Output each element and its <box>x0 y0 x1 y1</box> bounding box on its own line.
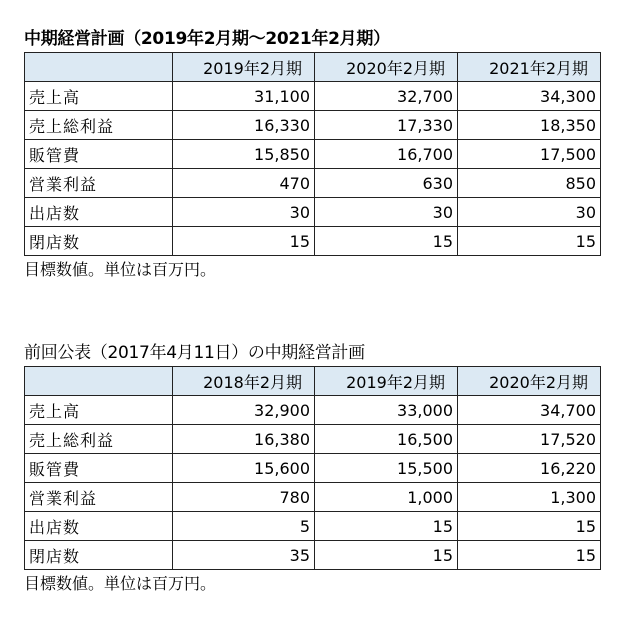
cell-value: 15 <box>458 227 601 256</box>
table-row <box>25 111 601 140</box>
cell-value: 17,520 <box>458 425 601 454</box>
row-label: 営業利益 <box>25 483 173 512</box>
row-label: 営業利益 <box>25 169 173 198</box>
cell-value: 470 <box>173 169 315 198</box>
table-row <box>25 169 601 198</box>
cell-value: 34,700 <box>458 396 601 425</box>
table-row <box>25 483 601 512</box>
plan-section-previous <box>24 342 600 596</box>
header-cell-period: 2019年2月期 <box>315 367 458 396</box>
row-label: 閉店数 <box>25 541 173 570</box>
cell-value: 35 <box>173 541 315 570</box>
cell-value: 15 <box>458 512 601 541</box>
row-label: 販管費 <box>25 454 173 483</box>
cell-value: 1,000 <box>315 483 458 512</box>
header-cell-period: 2020年2月期 <box>458 367 601 396</box>
section-title: 前回公表（2017年4月11日）の中期経営計画 <box>24 343 365 363</box>
cell-value: 17,330 <box>315 111 458 140</box>
header-cell-period: 2018年2月期 <box>173 367 315 396</box>
table-row <box>25 396 601 425</box>
cell-value: 32,700 <box>315 82 458 111</box>
row-label: 出店数 <box>25 512 173 541</box>
cell-value: 16,330 <box>173 111 315 140</box>
row-label: 売上高 <box>25 396 173 425</box>
cell-value: 18,350 <box>458 111 601 140</box>
row-label: 売上総利益 <box>25 111 173 140</box>
table-note: 目標数値。単位は百万円。 <box>24 260 217 279</box>
cell-value: 17,500 <box>458 140 601 169</box>
table-row <box>25 454 601 483</box>
table-row <box>25 541 601 570</box>
cell-value: 15,600 <box>173 454 315 483</box>
cell-value: 30 <box>173 198 315 227</box>
header-corner-cell <box>25 53 173 82</box>
cell-value: 16,380 <box>173 425 315 454</box>
table-header-row <box>25 53 601 82</box>
cell-value: 15 <box>315 512 458 541</box>
cell-value: 34,300 <box>458 82 601 111</box>
header-cell-period: 2019年2月期 <box>173 53 315 82</box>
table-header-row <box>25 367 601 396</box>
row-label: 出店数 <box>25 198 173 227</box>
row-label: 販管費 <box>25 140 173 169</box>
table-row <box>25 512 601 541</box>
table-note: 目標数値。単位は百万円。 <box>24 574 217 593</box>
row-label: 売上高 <box>25 82 173 111</box>
cell-value: 1,300 <box>458 483 601 512</box>
cell-value: 30 <box>315 198 458 227</box>
cell-value: 15,500 <box>315 454 458 483</box>
header-corner-cell <box>25 367 173 396</box>
cell-value: 15 <box>315 541 458 570</box>
cell-value: 32,900 <box>173 396 315 425</box>
plan-table-current <box>24 52 601 256</box>
cell-value: 33,000 <box>315 396 458 425</box>
cell-value: 16,700 <box>315 140 458 169</box>
cell-value: 15,850 <box>173 140 315 169</box>
cell-value: 630 <box>315 169 458 198</box>
section-title: 中期経営計画（2019年2月期～2021年2月期） <box>24 29 390 49</box>
table-row <box>25 198 601 227</box>
table-row <box>25 425 601 454</box>
cell-value: 15 <box>315 227 458 256</box>
cell-value: 15 <box>458 541 601 570</box>
table-row <box>25 227 601 256</box>
cell-value: 30 <box>458 198 601 227</box>
plan-section-current <box>24 28 600 282</box>
table-row <box>25 82 601 111</box>
table-row <box>25 140 601 169</box>
row-label: 閉店数 <box>25 227 173 256</box>
cell-value: 15 <box>173 227 315 256</box>
cell-value: 780 <box>173 483 315 512</box>
row-label: 売上総利益 <box>25 425 173 454</box>
cell-value: 16,220 <box>458 454 601 483</box>
cell-value: 5 <box>173 512 315 541</box>
cell-value: 31,100 <box>173 82 315 111</box>
header-cell-period: 2020年2月期 <box>315 53 458 82</box>
cell-value: 850 <box>458 169 601 198</box>
cell-value: 16,500 <box>315 425 458 454</box>
plan-table-previous <box>24 366 601 570</box>
header-cell-period: 2021年2月期 <box>458 53 601 82</box>
